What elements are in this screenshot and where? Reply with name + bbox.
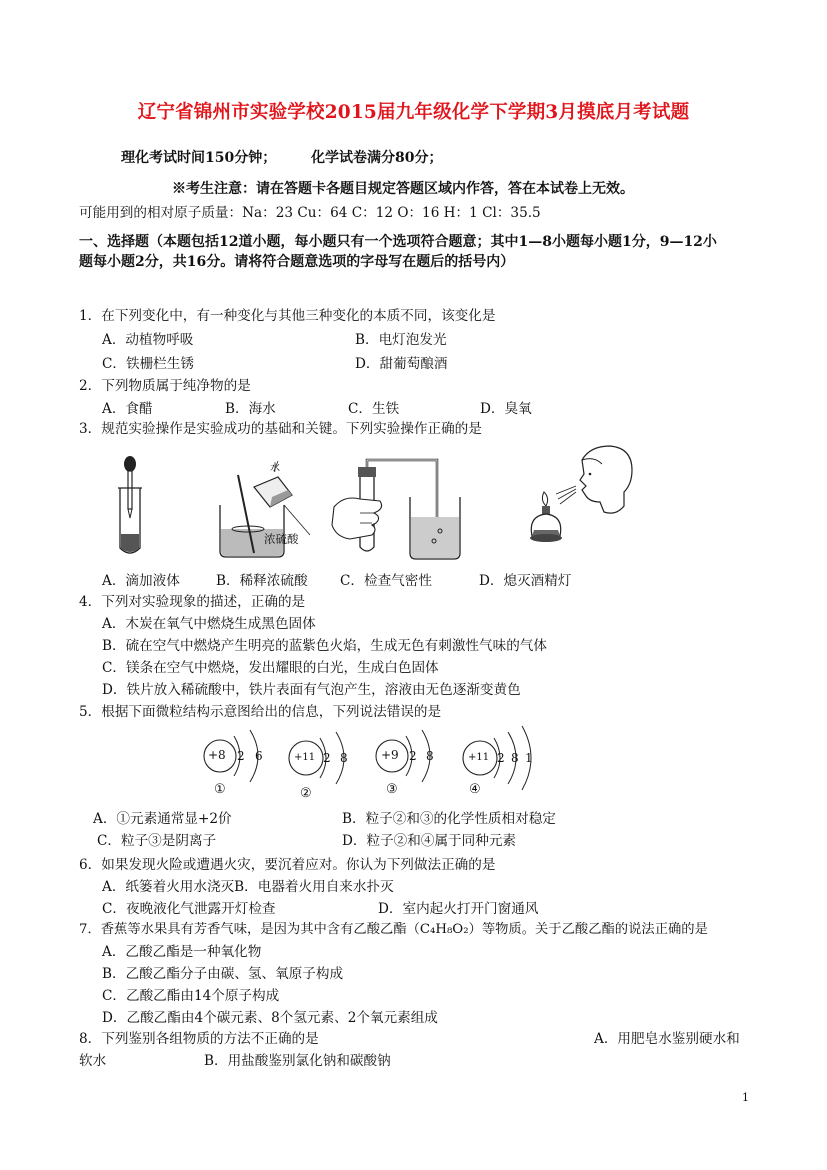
particle-1-shell-2: 6 — [255, 749, 263, 763]
q8-option-b: B．用盐酸鉴别氯化钠和碳酸钠 — [204, 1053, 391, 1069]
page-title: 辽宁省锦州市实验学校2015届九年级化学下学期3月摸底月考试题 — [137, 102, 690, 123]
full-score: 化学试卷满分80分； — [311, 150, 443, 166]
q3-stem: 3．规范实验操作是实验成功的基础和关键。下列实验操作正确的是 — [79, 421, 482, 437]
q6-option-c: C．夜晚液化气泄露开灯检查 — [102, 901, 276, 917]
q7-stem: 7．香蕉等水果具有芳香气味，是因为其中含有乙酸乙酯（C₄H₈O₂）等物质。关于乙酸乙酯的说法正确的是 — [79, 922, 708, 937]
q4-option-d: D．铁片放入稀硫酸中，铁片表面有气泡产生，溶液由无色逐渐变黄色 — [102, 682, 521, 698]
q4-stem: 4．下列对实验现象的描述，正确的是 — [79, 594, 306, 610]
alcohol-lamp-figure — [520, 440, 640, 560]
q8-stem: 8．下列鉴别各组物质的方法不正确的是 — [79, 1031, 319, 1047]
particle-3-nucleus: +9 — [381, 748, 399, 762]
q7-option-a: A．乙酸乙酯是一种氧化物 — [102, 944, 262, 960]
particle-1-label: ① — [214, 782, 226, 797]
section1-heading-line2: 题每小题2分，共16分。请将符合题意选项的字母写在题后的括号内） — [79, 254, 515, 270]
exam-time: 理化考试时间150分钟； — [121, 150, 277, 166]
q1-option-d: D．甜葡萄酿酒 — [355, 356, 448, 372]
q7-option-b: B．乙酸乙酯分子由碳、氢、氧原子构成 — [102, 966, 344, 982]
q2-stem: 2．下列物质属于纯净物的是 — [79, 378, 251, 394]
q8-option-a-part1: A．用肥皂水鉴别硬水和 — [594, 1031, 740, 1047]
particle-2-shell-1: 2 — [323, 751, 331, 765]
particle-2-label: ② — [300, 786, 312, 801]
q1-option-b: B．电灯泡发光 — [355, 332, 447, 348]
q5-option-a: A．①元素通常显+2价 — [93, 811, 232, 827]
q2-option-d: D．臭氧 — [480, 401, 532, 417]
q5-option-b: B．粒子②和③的化学性质相对稳定 — [342, 811, 556, 827]
dropper-test-tube-figure — [110, 452, 150, 562]
particle-4-shell-1: 2 — [497, 751, 505, 765]
q8-option-a-part2: 软水 — [79, 1053, 107, 1069]
q4-option-b: B．硫在空气中燃烧产生明亮的蓝紫色火焰，生成无色有刺激性气味的气体 — [102, 638, 547, 654]
q2-option-b: B．海水 — [225, 401, 276, 417]
q5-option-c: C．粒子③是阴离子 — [97, 833, 217, 849]
q1-stem: 1．在下列变化中，有一种变化与其他三种变化的本质不同，该变化是 — [79, 308, 496, 324]
q3-option-b: B．稀释浓硫酸 — [216, 573, 308, 589]
particle-4-label: ④ — [469, 782, 481, 797]
q6-option-ab: A．纸篓着火用水浇灭B．电器着火用自来水扑灭 — [102, 879, 394, 895]
particle-1-nucleus: +8 — [208, 748, 226, 762]
q3-option-c: C．检查气密性 — [340, 573, 432, 589]
airtightness-figure — [330, 455, 460, 563]
particle-4-shell-3: 1 — [525, 751, 533, 765]
q6-option-d: D．室内起火打开门窗通风 — [378, 901, 539, 917]
fig-label-acid: 浓硫酸 — [264, 532, 299, 546]
page-number: 1 — [742, 1091, 749, 1104]
particle-3-label: ③ — [386, 782, 398, 797]
q1-option-a: A．动植物呼吸 — [102, 332, 194, 348]
q3-option-d: D．熄灭酒精灯 — [479, 573, 572, 589]
particle-4-nucleus: +11 — [468, 752, 490, 763]
q7-option-c: C．乙酸乙酯由14个原子构成 — [102, 988, 280, 1004]
particle-4-shell-2: 8 — [511, 751, 519, 765]
particle-1-shell-1: 2 — [237, 749, 245, 763]
particle-3-shell-1: 2 — [409, 749, 417, 763]
particle-3-shell-2: 8 — [426, 749, 434, 763]
q2-option-c: C．生铁 — [348, 401, 400, 417]
notice: ※考生注意：请在答题卡各题目规定答题区域内作答，答在本试卷上无效。 — [172, 181, 634, 197]
fig-label-water: 水 — [270, 463, 280, 474]
q3-option-a: A．滴加液体 — [102, 573, 180, 589]
q5-option-d: D．粒子②和④属于同种元素 — [342, 833, 517, 849]
q2-option-a: A．食醋 — [102, 401, 153, 417]
section1-heading-line1: 一、选择题（本题包括12道小题，每小题只有一个选项符合题意；其中1—8小题每小题1分，9—12小 — [79, 234, 717, 250]
particle-2-nucleus: +11 — [294, 752, 316, 763]
atomic-masses: 可能用到的相对原子质量：Na：23 Cu：64 C：12 O：16 H：1 Cl：35.5 — [79, 205, 541, 221]
q4-option-c: C．镁条在空气中燃烧，发出耀眼的白光，生成白色固体 — [102, 660, 439, 676]
q1-option-c: C．铁栅栏生锈 — [102, 356, 194, 372]
q7-option-d: D．乙酸乙酯由4个碳元素、8个氢元素、2个氧元素组成 — [102, 1010, 438, 1026]
q5-stem: 5．根据下面微粒结构示意图给出的信息，下列说法错误的是 — [79, 704, 442, 720]
q6-stem: 6．如果发现火险或遭遇火灾，要沉着应对。你认为下列做法正确的是 — [79, 857, 496, 873]
q4-option-a: A．木炭在氧气中燃烧生成黑色固体 — [102, 616, 316, 632]
particle-2-shell-2: 8 — [340, 751, 348, 765]
